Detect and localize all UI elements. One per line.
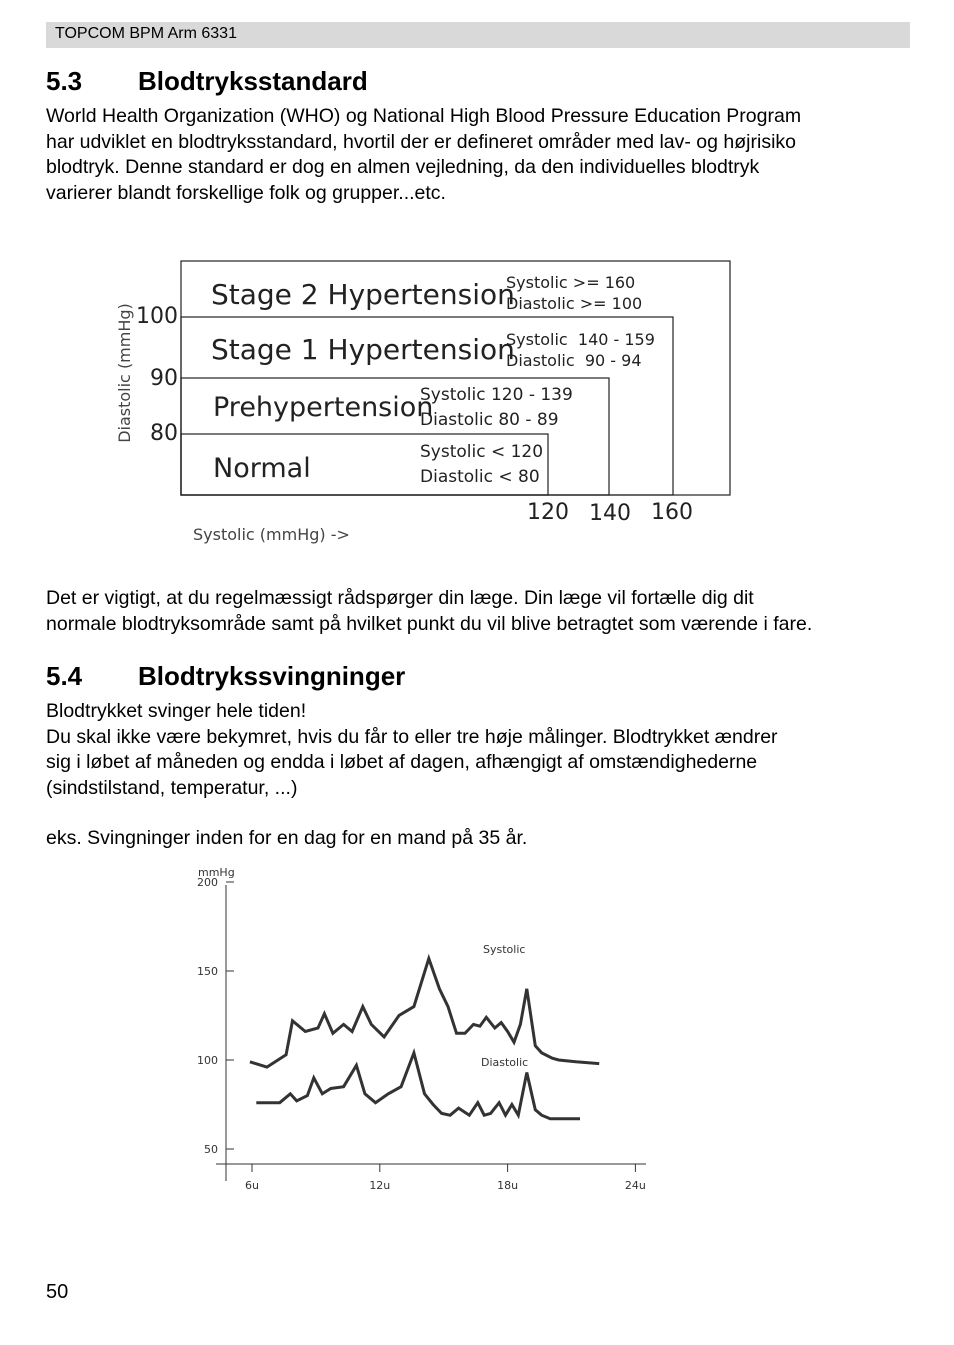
paragraph-line: Du skal ikke være bekymret, hvis du får to eller tre høje målinger. Blodtrykket ændrer [46,725,778,748]
y-axis-label: Diastolic (mmHg) [115,303,134,443]
paragraph-line: normale blodtryksområde samt på hvilket punkt du vil blive betragtet som værende i fare. [46,612,813,635]
y-tick-label: 80 [150,421,178,446]
paragraph-line: blodtryk. Denne standard er dog en almen vejledning, da den individuelles blodtryk [46,156,760,178]
section-number: 5.3 [46,66,83,96]
x-tick-label: 18u [497,1179,519,1192]
intro-paragraph [46,104,916,206]
paragraph-line: (sindstilstand, temperatur, ...) [46,776,298,799]
diastolic-threshold: Diastolic >= 100 [506,294,643,313]
x-tick-label: 120 [527,500,569,525]
stage-name: Stage 2 Hypertension [211,278,515,311]
section-heading-5-4 [46,661,405,692]
series-line-systolic [250,959,599,1068]
systolic-threshold: Systolic < 120 [420,442,544,462]
diastolic-threshold: Diastolic < 80 [420,467,540,487]
section-heading-5-3 [46,66,368,97]
series-annotation-diastolic: Diastolic [481,1056,529,1069]
y-tick-label: 150 [197,965,218,978]
x-tick-label: 140 [589,501,631,526]
paragraph-line: Det er vigtigt, at du regelmæssigt rådspørger din læge. Din læge vil fortælle dig dit [46,587,754,609]
y-tick-label: 90 [150,366,178,391]
y-tick-label: 200 [197,876,218,889]
stage-name: Normal [213,453,311,484]
axis-ticks [197,876,646,1192]
y-tick-label: 100 [136,304,178,329]
x-axis-label: Systolic (mmHg) -> [193,525,350,544]
stage-name: Prehypertension [213,392,434,423]
x-tick-label: 12u [369,1179,391,1192]
systolic-threshold: Systolic 120 - 139 [420,385,573,405]
paragraph-line: Blodtrykket svinger hele tiden! [46,700,307,722]
document-title: TOPCOM BPM Arm 6331 [55,25,237,42]
y-tick-label: 100 [197,1054,218,1067]
example-caption [46,826,916,852]
y-tick-label: 50 [204,1143,218,1156]
section-title: Blodtrykssvingninger [138,661,406,691]
series-line-diastolic [256,1053,580,1119]
advice-paragraph [46,586,916,637]
series-lines [250,959,599,1119]
stage-name: Stage 1 Hypertension [211,333,515,366]
systolic-threshold: Systolic 140 - 159 [506,330,655,349]
daily-fluctuation-chart [180,860,670,1200]
paragraph-line: varierer blandt forskellige folk og grupper...etc. [46,181,446,204]
paragraph-line: World Health Organization (WHO) og National High Blood Pressure Education Program [46,105,802,127]
x-tick-label: 24u [624,1179,646,1192]
y-axis-unit-label: mmHg [198,866,235,879]
section-title: Blodtryksstandard [138,66,368,96]
page-number: 50 [46,1281,69,1303]
diastolic-threshold: Diastolic 90 - 94 [506,351,642,370]
paragraph-line: har udviklet en blodtryksstandard, hvortil der er defineret områder med lav- og højrisiko [46,130,797,153]
fluctuation-paragraph [46,699,916,801]
section-number: 5.4 [46,661,83,691]
series-annotation-systolic: Systolic [483,943,526,956]
systolic-threshold: Systolic >= 160 [506,273,636,292]
bp-classification-diagram [100,255,750,555]
diastolic-threshold: Diastolic 80 - 89 [420,410,559,430]
paragraph-line: sig i løbet af måneden og endda i løbet af dagen, afhængigt af omstændighederne [46,751,758,773]
x-tick-label: 6u [245,1179,259,1192]
header-bar [46,22,910,48]
x-tick-label: 160 [651,500,693,525]
paragraph-line: eks. Svingninger inden for en dag for en mand på 35 år. [46,827,528,849]
